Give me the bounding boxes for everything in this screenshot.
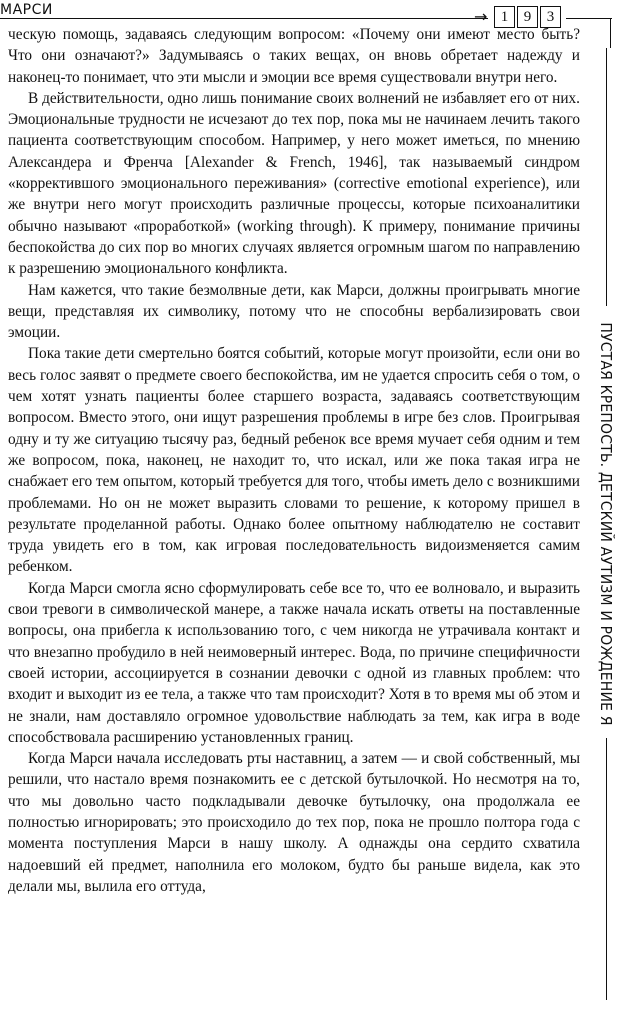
corner-rule (610, 18, 611, 48)
running-head: МАРСИ (0, 2, 53, 18)
paragraph: Когда Марси смогла ясно сформулировать себе все то, что ее волновало, и выразить свои тревоги в символической манере, а также начала искать ответы на поставленные вопросы, она прибегла к использованию того, с чем никогда не утрачивала контакт и что внезапно пробудило в ней неимоверный интерес. Вода, по причине специфичности своей истории, ассоциируется в сознании девочки с одной из главных проблем: что входит и выходит из ее тела, а также что там происходит? Хотя в то время мы об этом и не знали, нам доставляло огромное удовольствие наблюдать за тем, как игра в воде способствовала расширению установленных границ. (8, 579, 580, 746)
header-rule (0, 18, 488, 19)
paragraph: Когда Марси начала исследовать рты наставниц, а затем — и свой собственный, мы решили, что настало время познакомить ее с детской бутылочкой. Но несмотря на то, что мы довольно часто подкладывали девочке бутылочку, она продолжала ее полностью игнорировать; это происходило до тех пор, пока не прошло полтора года с момента поступления Марси в нашу школу. А однажды она сердито схватила надоевший ей предмет, наполнила его молоком, будто бы раньше видела, как это делали мы, вылила его оттуда, (8, 750, 580, 895)
page-number-digit: 1 (494, 6, 515, 28)
header-rule-tail (566, 18, 612, 19)
side-title-container (594, 318, 618, 730)
paragraph: В действительности, одно лишь понимание своих волнений не избавляет его от них. Эмоциональные трудности не исчезают до тех пор, пока мы не начинаем лечить такого пациента соответствующим способом. Например, у него может иметься, по мнению Александера и Френча [Alexander & French, 1946], так называемый синдром «корректившого эмоционального переживания» (corrective emotional experience), или же внутри него могут происходить различные процессы, которые психоаналитики обычно называют «проработкой» (working through). К примеру, понимание причины беспокойства до сих пор во многих случаях является огромным шагом по направлению к разрешению эмоционального конфликта. (8, 89, 580, 278)
page-number-digit: 9 (517, 6, 538, 28)
page-number-digit: 3 (540, 6, 561, 28)
paragraph: Нам кажется, что такие безмолвные дети, как Марси, должны проигрывать многие вещи, представляя их символику, потому что не способны вербализировать свои эмоции. (8, 281, 580, 342)
side-rule-top (606, 48, 607, 306)
paragraph: Пока такие дети смертельно боятся событий, которые могут произойти, если они во весь голос заявят о предмете своего беспокойства, им не удается спросить себя о том, о чем хотят узнать пациенты более старшего возраста, задаваясь соответствующим вопросом. Вместо этого, они ищут разрешения проблемы в игре без слов. Проигрывая одну и ту же ситуацию тысячу раз, бедный ребенок все время мучает себя одним и тем же вопросом, пока, наконец, не находит то, что искал, или же пока такая игра не снабжает его тем опытом, который требуется для того, чтобы иметь дело с возникшими проблемами. Но он не может выразить словами то решение, к которому пришел в результате проделанной работы. Однако более опытному наблюдателю не составит труда увидеть его в том, как игровая последовательность видоизменяется самим ребенком. (8, 345, 580, 576)
paragraph: ческую помощь, задаваясь следующим вопросом: «Почему они имеют место быть? Что они означают?» Задумываясь о таких вещах, он вновь обретает надежду и наконец-то понимает, что эти мысли и эмоции все время существовали внутри него. (8, 26, 580, 86)
header-arrow-icon: → (474, 7, 488, 26)
side-rule-bottom (606, 738, 607, 1000)
body-text (8, 24, 580, 897)
side-book-title: ПУСТАЯ КРЕПОСТЬ. ДЕТСКИЙ АУТИЗМ И РОЖДЕНИЕ Я (597, 322, 615, 726)
